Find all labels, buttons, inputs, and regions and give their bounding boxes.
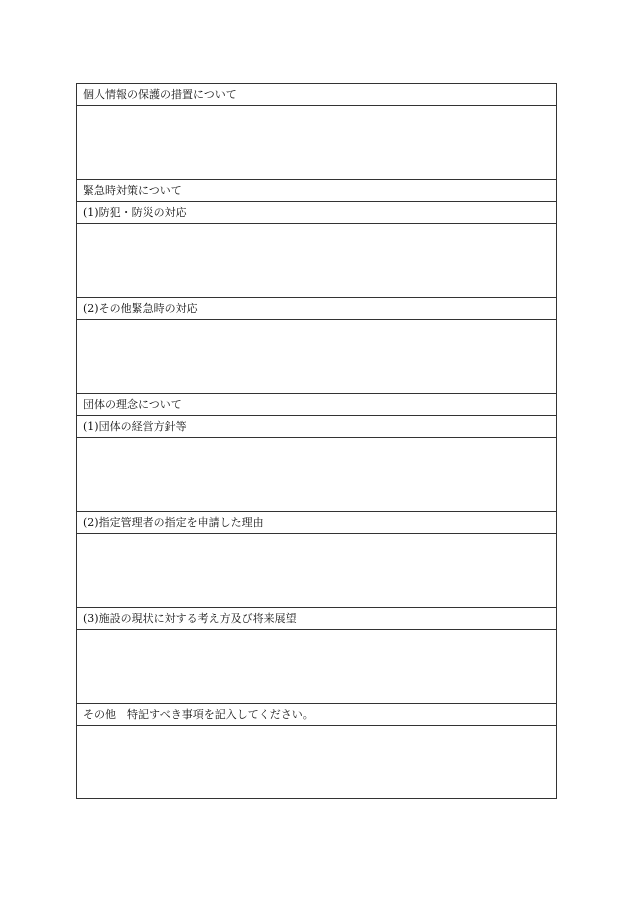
other-emergency-answer-row — [77, 320, 557, 394]
other-notes-label: その他 特記すべき事項を記入してください。 — [77, 704, 557, 726]
vision-answer-row — [77, 630, 557, 704]
philosophy-heading: 団体の理念について — [77, 394, 557, 416]
crime-disaster-answer-field[interactable] — [77, 224, 557, 298]
personal-info-row — [77, 84, 557, 106]
policy-answer-field[interactable] — [77, 438, 557, 512]
other-notes-answer-field[interactable] — [77, 726, 557, 799]
application-form-table — [76, 83, 557, 799]
emergency-heading-row — [77, 180, 557, 202]
reason-label: (2)指定管理者の指定を申請した理由 — [77, 512, 557, 534]
philosophy-heading-row — [77, 394, 557, 416]
other-emergency-label: (2)その他緊急時の対応 — [77, 298, 557, 320]
policy-row — [77, 416, 557, 438]
other-emergency-answer-field[interactable] — [77, 320, 557, 394]
personal-info-answer-field[interactable] — [77, 106, 557, 180]
policy-label: (1)団体の経営方針等 — [77, 416, 557, 438]
crime-disaster-label: (1)防犯・防災の対応 — [77, 202, 557, 224]
emergency-heading: 緊急時対策について — [77, 180, 557, 202]
crime-disaster-row — [77, 202, 557, 224]
other-notes-answer-row — [77, 726, 557, 799]
other-notes-row — [77, 704, 557, 726]
crime-disaster-answer-row — [77, 224, 557, 298]
vision-row — [77, 608, 557, 630]
reason-answer-row — [77, 534, 557, 608]
reason-answer-field[interactable] — [77, 534, 557, 608]
reason-row — [77, 512, 557, 534]
vision-label: (3)施設の現状に対する考え方及び将来展望 — [77, 608, 557, 630]
personal-info-answer-row — [77, 106, 557, 180]
other-emergency-row — [77, 298, 557, 320]
vision-answer-field[interactable] — [77, 630, 557, 704]
policy-answer-row — [77, 438, 557, 512]
personal-info-label: 個人情報の保護の措置について — [77, 84, 557, 106]
